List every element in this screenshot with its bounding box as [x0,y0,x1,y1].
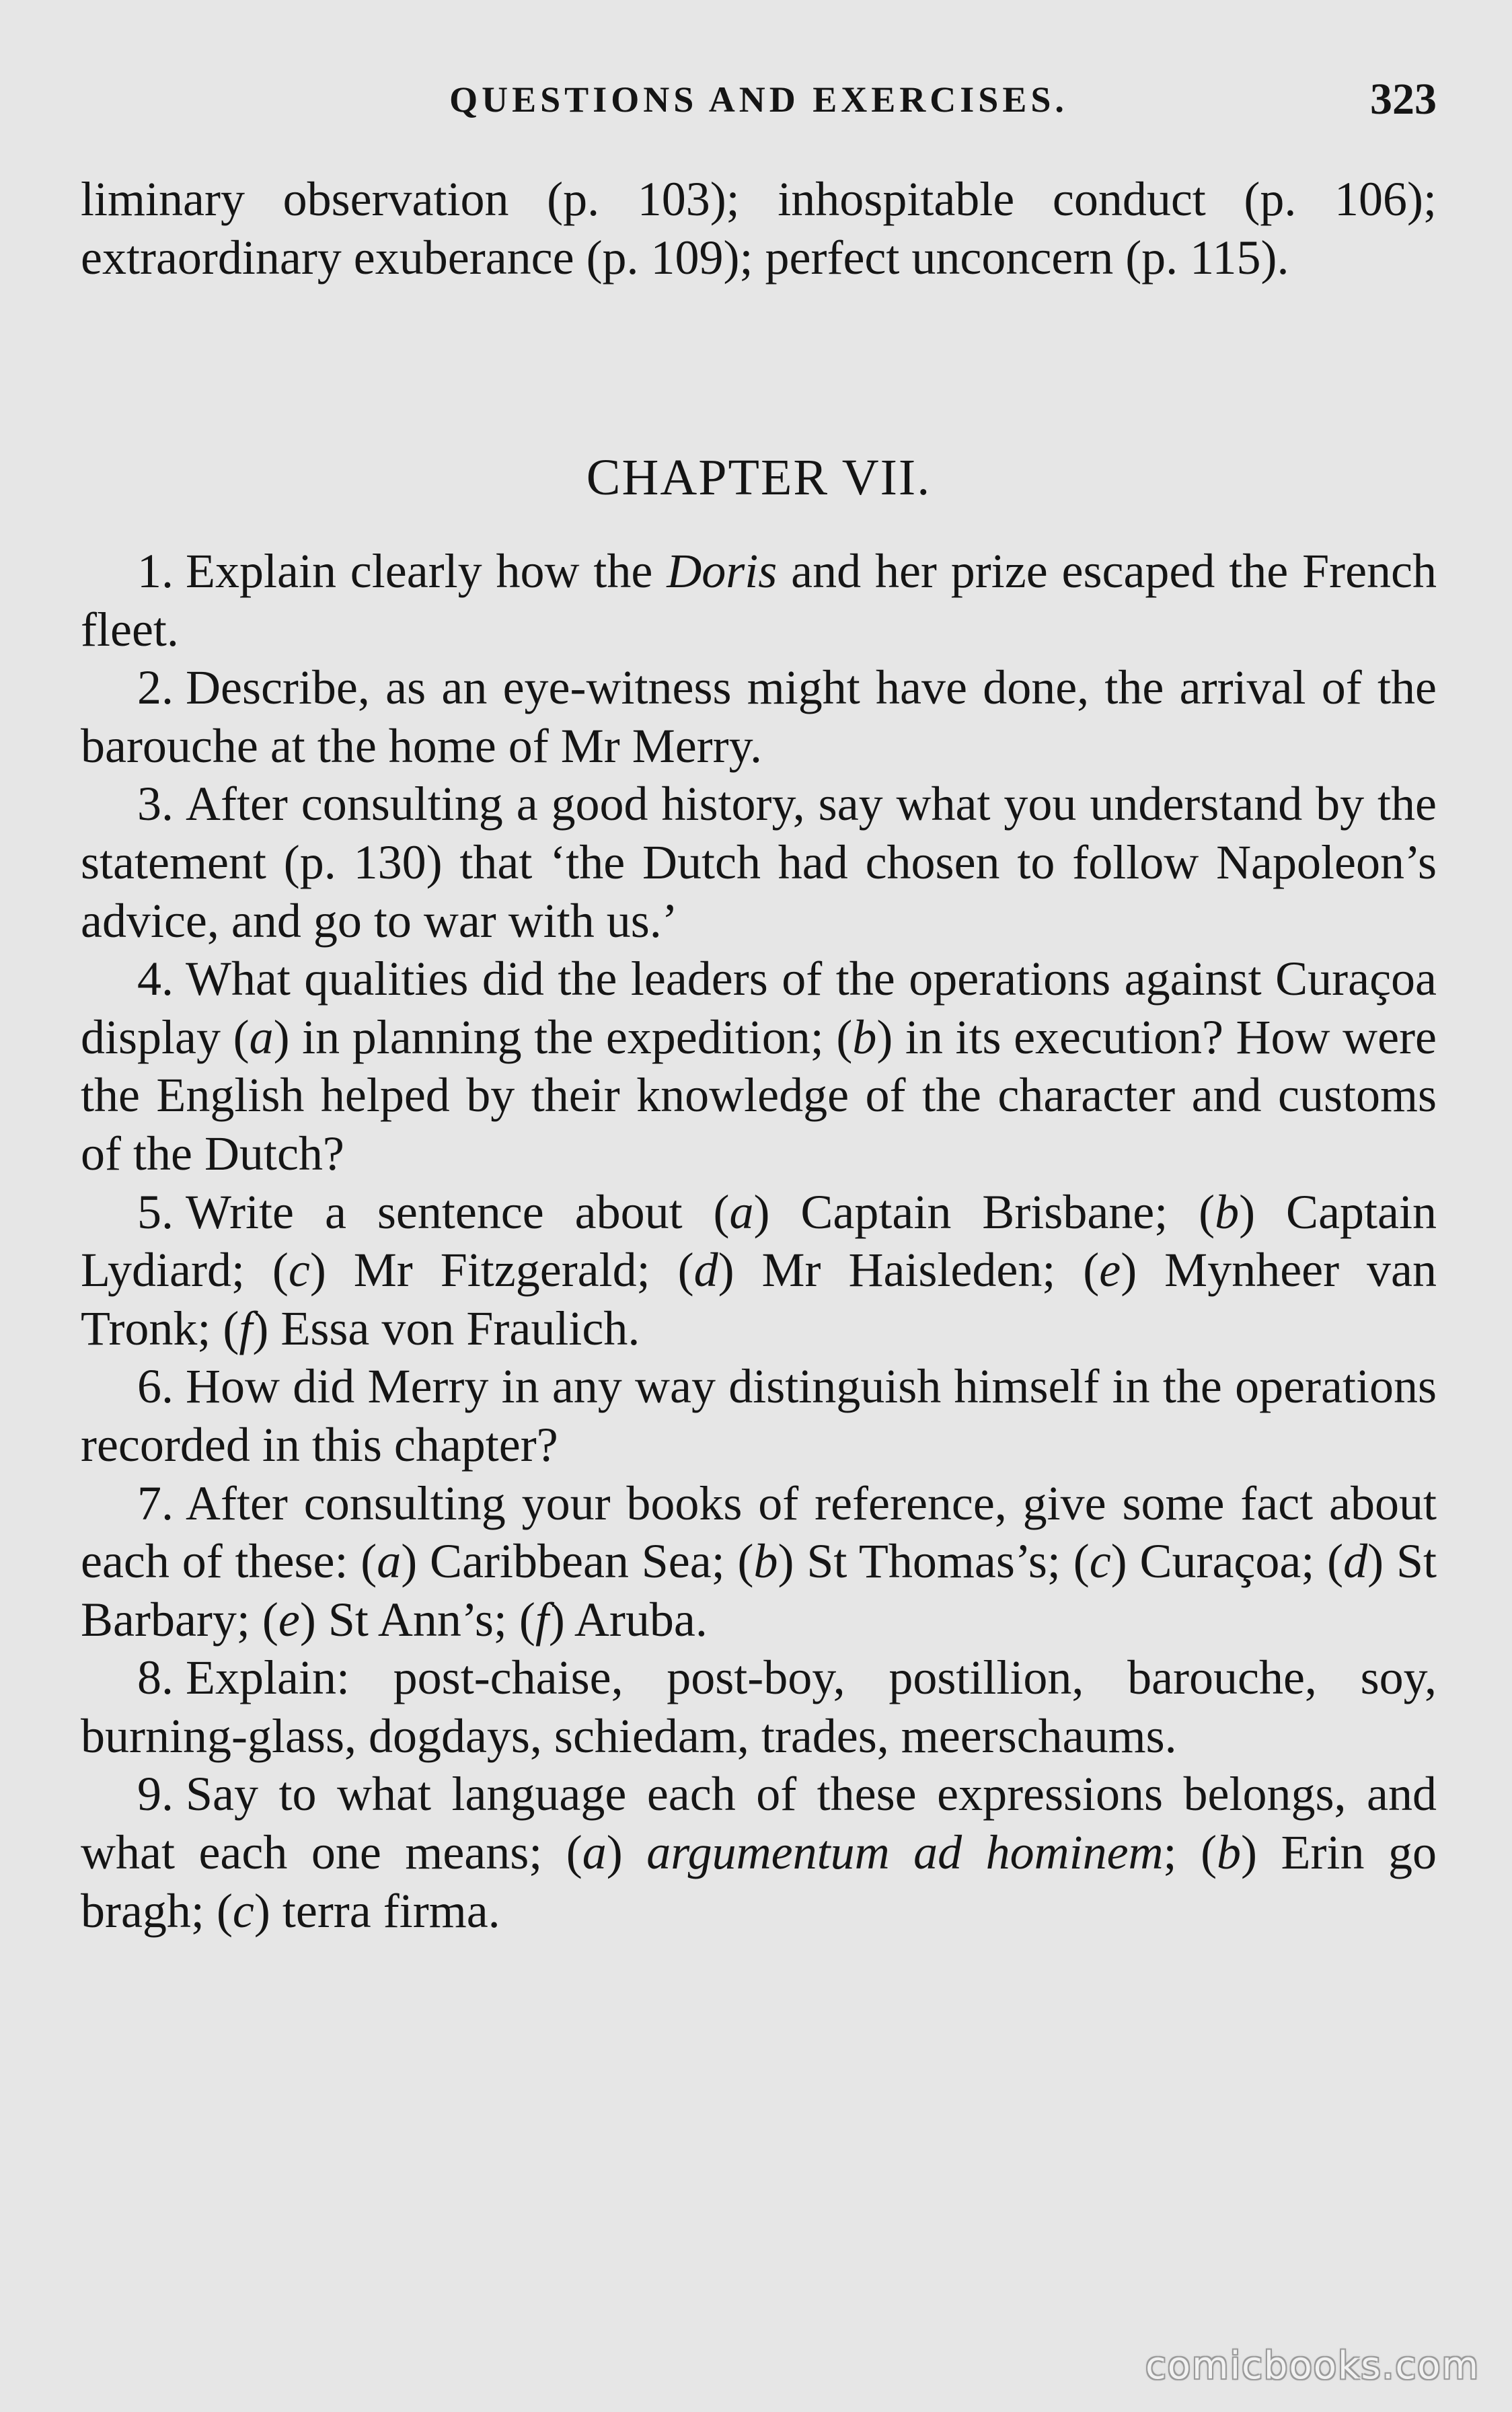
question-text: ) Captain Brisbane; ( [753,1184,1215,1239]
question-number: 9. [137,1767,174,1821]
carryover-paragraph: liminary observation (p. 103); inhospitable conduct (p. 106); extraordinary exuberance (p. 109); perfect unconcern (p. 115). [81,172,1437,285]
question-text: Explain: post-chaise, post-boy, postillion, barouche, soy, burning-glass, dogdays, schiedam, trades, meerschaums. [81,1651,1437,1763]
question-text: Describe, as an eye-witness might have done, the arrival of the barouche at the home of Mr Merry. [81,661,1437,773]
question-text: Say to what language each of these expressions belongs, and what each one means; ( [81,1767,1437,1880]
item-letter: f [535,1592,549,1647]
question-3 [81,775,1437,950]
question-text: ) terra firma. [254,1883,500,1938]
question-text: Explain clearly how the [186,544,667,598]
question-number: 6. [137,1359,174,1414]
question-text: After consulting a good history, say what you understand by the statement (p. 130) that ‘the Dutch had chosen to follow Napoleon’s advice, and go to war with us.’ [81,777,1437,948]
item-letter: d [693,1243,718,1297]
question-number: 2. [137,661,174,715]
item-letter: a [729,1184,754,1239]
question-number: 4. [137,952,174,1006]
page-number: 323 [1370,75,1437,124]
question-text: ) St Ann’s; ( [299,1592,535,1647]
question-text: Write a sentence about ( [186,1184,730,1239]
question-1 [81,542,1437,658]
question-4 [81,950,1437,1182]
question-text: After consulting your books of reference, give some fact about each of these: ( [81,1476,1437,1589]
question-text: ; ( [1163,1825,1217,1880]
question-5 [81,1183,1437,1358]
question-text: ) in its execution? How were the English helped by their knowledge of the character and customs of the Dutch? [81,1010,1437,1180]
question-number: 7. [137,1476,174,1530]
question-text: ) Aruba. [548,1592,708,1647]
running-head [81,73,1437,126]
item-letter: b [753,1534,778,1589]
item-letter: e [278,1592,300,1647]
question-text: What qualities did the leaders of the operations against Curaçoa display ( [81,952,1437,1064]
chapter-heading: CHAPTER VII. [586,449,932,506]
question-text: ) [606,1825,647,1880]
question-text: and her prize escaped the French fleet. [81,544,1437,656]
question-text: ) Captain Lydiard; ( [81,1184,1437,1297]
question-8 [81,1649,1437,1765]
question-text: ) Curaçoa; ( [1110,1534,1344,1589]
question-number: 8. [137,1651,174,1705]
item-letter: b [852,1010,877,1064]
question-text: ) Essa von Fraulich. [252,1301,640,1355]
item-letter: c [232,1883,254,1938]
question-7 [81,1474,1437,1649]
item-letter: b [1215,1184,1240,1239]
question-9 [81,1765,1437,1940]
question-text: How did Merry in any way distinguish himself in the operations recorded in this chapter? [81,1359,1437,1472]
item-letter: e [1099,1243,1121,1297]
question-text: ) in planning the expedition; ( [273,1010,853,1064]
question-list [81,542,1437,1940]
item-letter: c [288,1243,310,1297]
question-number: 3. [137,777,174,831]
question-text: ) Caribbean Sea; ( [401,1534,754,1589]
item-letter: a [249,1010,274,1064]
question-text: ) Mynheer van Tronk; ( [81,1243,1437,1355]
question-text: ) St Barbary; ( [81,1534,1437,1647]
item-letter: a [377,1534,402,1589]
question-6 [81,1357,1437,1474]
item-letter: d [1343,1534,1368,1589]
ship-name: Doris [667,544,778,598]
question-text: ) Mr Fitzgerald; ( [309,1243,694,1297]
question-text: ) Mr Haisleden; ( [718,1243,1100,1297]
watermark: comicbooks.com [1145,2344,1480,2388]
running-title: QUESTIONS AND EXERCISES. [449,79,1068,120]
question-text: ) Erin go bragh; ( [81,1825,1437,1938]
item-letter: a [582,1825,607,1880]
item-letter: b [1217,1825,1242,1880]
question-2 [81,658,1437,775]
item-letter: f [239,1301,253,1355]
question-text: ) St Thomas’s; ( [778,1534,1090,1589]
question-number: 1. [137,544,174,598]
item-letter: c [1089,1534,1111,1589]
latin-phrase: argumentum ad hominem [646,1825,1164,1880]
question-number: 5. [137,1184,174,1239]
